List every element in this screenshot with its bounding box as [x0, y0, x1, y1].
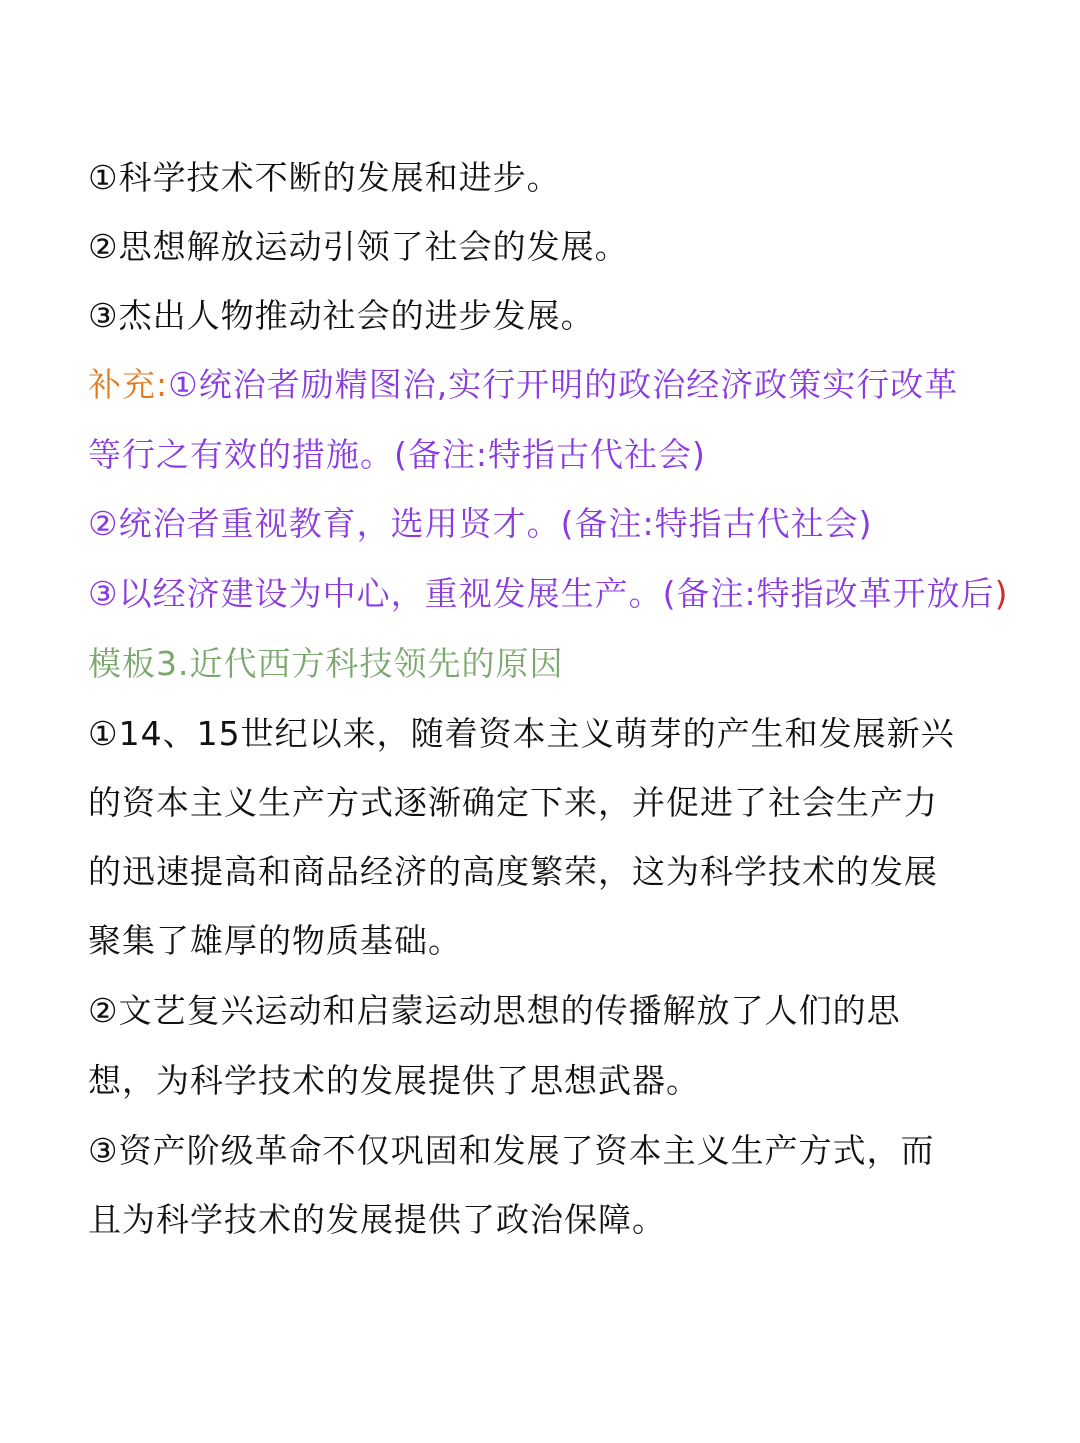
supplement-text-4: ③以经济建设为中心，重视发展生产。(备注:特指改革开放后	[88, 574, 995, 613]
template3-heading: 模板3.近代西方科技领先的原因	[88, 644, 564, 683]
para2-line-1: ②文艺复兴运动和启蒙运动思想的传播解放了人们的思	[88, 991, 901, 1030]
para3-line-1: ③资产阶级革命不仅巩固和发展了资本主义生产方式，而	[88, 1131, 935, 1170]
supplement-line-3: ②统治者重视教育，选用贤才。(备注:特指古代社会)	[88, 504, 873, 543]
para1-line-1: ①14、15世纪以来，随着资本主义萌芽的产生和发展新兴	[88, 714, 955, 753]
supplement-text: ①统治者励精图治,实行开明的政治经济政策实行改革	[168, 365, 959, 404]
text-line-1: ①科学技术不断的发展和进步。	[88, 158, 561, 197]
para2-line-2: 想，为科学技术的发展提供了思想武器。	[88, 1061, 700, 1100]
closing-paren: )	[994, 574, 1009, 613]
supplement-label: 补充:	[88, 365, 169, 404]
para1-line-2: 的资本主义生产方式逐渐确定下来，并促进了社会生产力	[88, 783, 938, 822]
para3-line-2: 且为科学技术的发展提供了政治保障。	[88, 1200, 666, 1239]
supplement-line-1	[88, 355, 958, 415]
text-line-3: ③杰出人物推动社会的进步发展。	[88, 296, 595, 335]
para1-line-4: 聚集了雄厚的物质基础。	[88, 921, 462, 960]
supplement-line-2: 等行之有效的措施。(备注:特指古代社会)	[88, 435, 706, 474]
para1-line-3: 的迅速提高和商品经济的高度繁荣，这为科学技术的发展	[88, 852, 938, 891]
supplement-line-4	[88, 564, 1008, 624]
text-line-2: ②思想解放运动引领了社会的发展。	[88, 227, 629, 266]
